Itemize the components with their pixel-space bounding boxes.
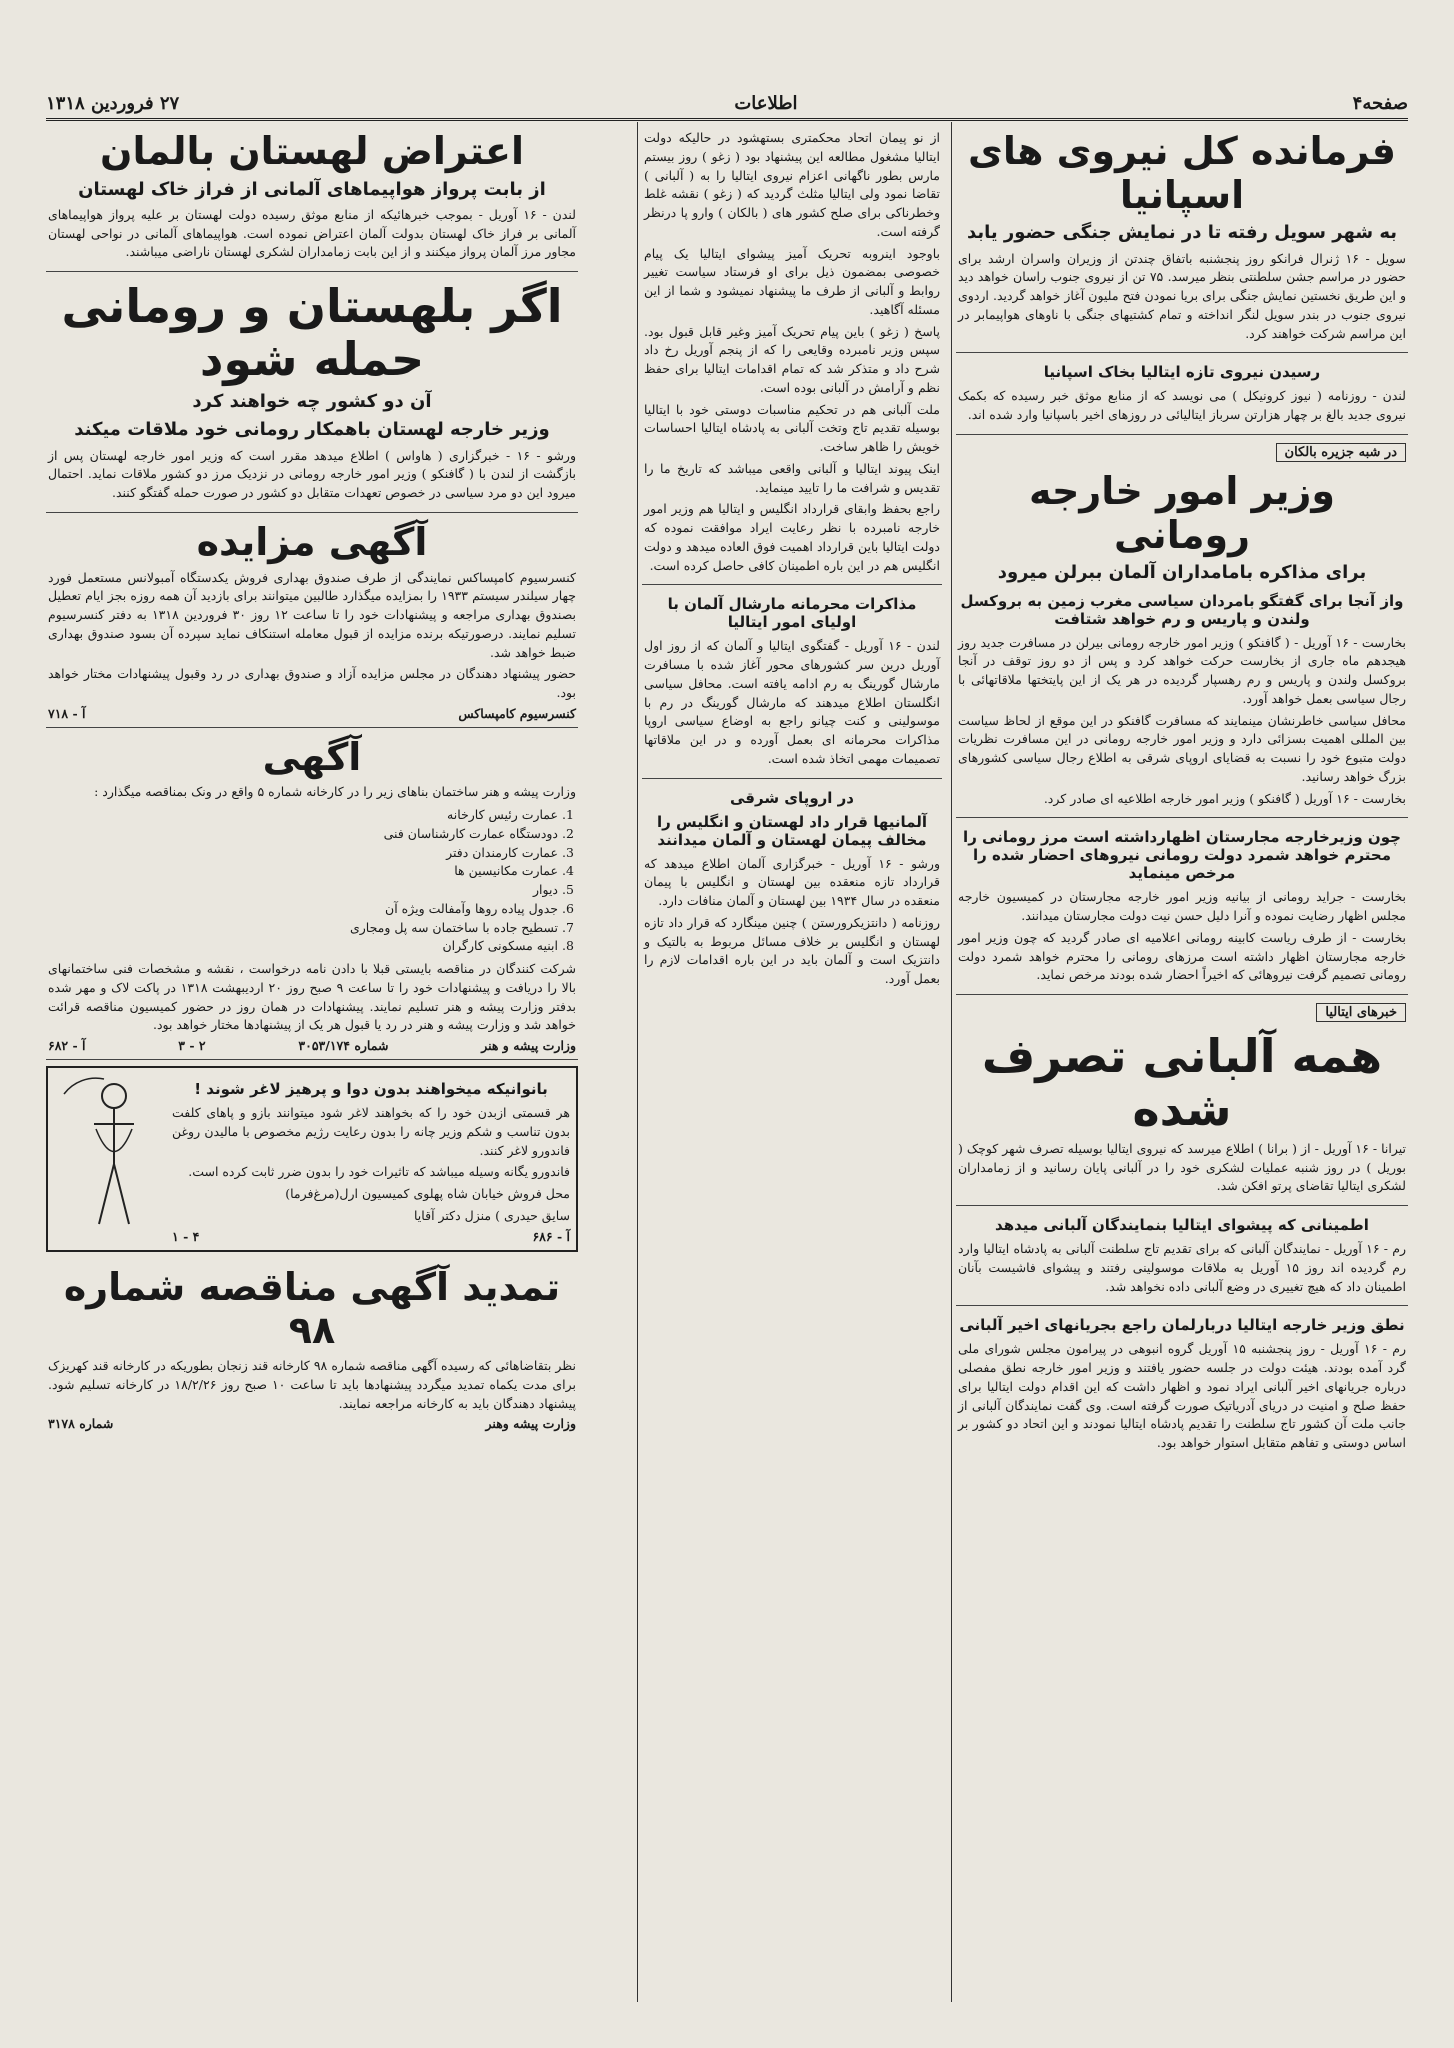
- address-slimming: محل فروش خیابان شاه پهلوی کمیسیون ارل(مرغ‌فرما): [285, 1186, 570, 1202]
- subhead-if-attacked-2: وزیر خارجه لهستان باهمکار رومانی خود ملاقات میکند: [74, 419, 550, 441]
- body-spain-italy: لندن - روزنامه ( نیوز کرونیکل ) می نویسد که از منابع موثق خبر رسیده که بکمک نیروی جدید بالغ بر چهار هزارتن سرباز ایتالیائی در روزهای اخیر باسپانیا وارد شده اند.: [958, 388, 1406, 423]
- article-balkan: [956, 435, 1408, 818]
- article-ciano-speech: [956, 1306, 1408, 1462]
- article-poland-protest: [46, 122, 578, 272]
- intro-notice: وزارت پیشه و هنر ساختمان بناهای زیر را در کارخانه شماره ۵ واقع در ونک بمناقصه میگذارد :: [94, 784, 576, 800]
- headline-romania-hungary: چون وزیرخارجه مجارستان اظهارداشته است مرز رومانی را محترم خواهد شمرد دولت رومانی نیروهای احضار شده را مرخص مینماید: [963, 828, 1401, 883]
- subhead-poland-protest: از بابت پرواز هواپیماهای آلمانی از فراز خاک لهستان: [78, 178, 546, 200]
- body-balkan-2: محافل سیاسی خاطرنشان مینمایند که مسافرت گافنکو در این موقع از لحاظ سیاست بین المللی اهمیت بسزائی دارد و وزیر امور خارجه رومانی در این مسافرت نظریات دولت متبوع خود را نسبت به قضایای اروپای شرقی به اطلاع رجال سیاسی کشورهای بزرگ خواهد رسانید.: [958, 712, 1406, 784]
- headline-poland-protest: اعتراض لهستان بالمان: [100, 129, 524, 173]
- auction-signature: کنسرسیوم کامپساکس: [458, 705, 576, 721]
- tender-98-ref: شماره ۳۱۷۸: [48, 1416, 114, 1432]
- article-spain-italy: [956, 353, 1408, 435]
- body-romania-hungary-1: بخارست - جراید رومانی از بیانیه وزیر امور خارجه مجارستان در کمیسیون خارجه مجلس اظهار رضایت نموده و آنرا دلیل حسن نیت دولت مجارستان میدانند.: [958, 889, 1406, 924]
- body-tender-98: نظر بتقاضاهائی که رسیده آگهی مناقصه شماره ۹۸ کارخانه قند زنجان بطوریکه در کارخانه قند کهریزک برای مدت یکماه تمدید میگردد پیشنهادها باید تا ساعت ۱۰ صبح روز ۱۸/۲/۲۶ در کارخانه تسلیم شود. پیشنهاد دهندگان باید به کارخانه مراجعه نمایند.: [48, 1358, 577, 1411]
- notice-item: 3. عمارت کارمندان دفتر: [48, 844, 558, 863]
- tender-98-signature: وزارت پیشه وهنر: [485, 1416, 576, 1432]
- article-eastern-europe: [642, 779, 942, 998]
- middle-column: [642, 122, 942, 2002]
- notice-item: 1. عمارت رئیس کارخانه: [48, 806, 558, 825]
- right-column: [956, 122, 1408, 2002]
- notice-items: [48, 806, 558, 956]
- body-marshal-talks: لندن - ۱۶ آوریل - گفتگوی ایتالیا و آلمان که از روز اول آوریل درین سر کشورهای محور آغاز شده با مسافرت مارشال گورینگ به رم ادامه یافته است. محافل سیاسی انگلستان اطلاع میدهند که مارشال گورینگ در رم با موسولینی و کنت چیانو راجع به اوضاع سیاسی اروپا مذاکرات محرمانه ای بعمل آورده و در این ملاقاتها تصمیمات مهمی اتخاذ شده است.: [644, 638, 940, 766]
- body-italy-albania-3: پاسخ ( زغو ) باین پیام تحریک آمیز وغیر قابل قبول بود. سپس وزیر نامبرده وقایعی را که از پنجم آوریل رخ داد شرح داد و متذکر شد که تمام اقدامات ایتالیا برای حفظ نظم و آرامش در آلبانی بوده است.: [644, 323, 940, 395]
- left-column: [46, 122, 578, 2002]
- headline-spain-italy: رسیدن نیروی تازه ایتالیا بخاک اسپانیا: [1043, 363, 1321, 382]
- masthead: [46, 88, 1408, 121]
- notice-refs: [48, 1038, 576, 1053]
- footer-auction: حضور پیشنهاد دهندگان در مجلس مزایده آزاد و صندوق بهداری در رد وقبول پیشنهادات مختار خواهد بود.: [48, 666, 576, 701]
- headline-notice: آگهی: [262, 734, 362, 779]
- notice-item: 6. جدول پیاده روها وآمفالت ویژه آن: [48, 900, 558, 919]
- subhead-spain: به شهر سویل رفته تا در نمایش جنگی حضور یابد: [966, 222, 1397, 244]
- headline-albania-occupied: همه آلبانی تصرف شده: [981, 1029, 1383, 1136]
- headline-tender-98: تمدید آگهی مناقصه شماره ۹۸: [63, 1264, 561, 1353]
- article-romania-hungary: [956, 818, 1408, 995]
- subhead-balkan-2: واز آنجا برای گفتگو بامردان سیاسی مغرب زمین به بروکسل ولندن و پاریس و رم خواهد شتافت: [960, 591, 1404, 628]
- notice-ref-1: آ - ۶۸۲: [48, 1038, 86, 1054]
- article-italy-news: [956, 995, 1408, 1206]
- headline-if-attacked: اگر بلهستان و رومانی حمله شود: [61, 279, 563, 387]
- headline-marshal-talks: مذاکرات محرمانه مارشال آلمان با اولیای امور ایتالیا: [667, 595, 917, 632]
- body-eastern-europe-1: ورشو - ۱۶ آوریل - خبرگزاری آلمان اطلاع میدهد که قرارداد تازه منعقده بین لهستان و انگلیس با پیمان منعقده در سال ۱۹۳۴ بین لهستان و آلمان منافات دارد.: [644, 855, 940, 908]
- article-marshal-talks: [642, 585, 942, 778]
- body-italy-albania-2: باوجود اینروبه تحریک آمیز پیشوای ایتالیا یک پیام خصوصی بمضمون ذیل برای او فرستاد سیاست تغییر روابط و آلبانی از طرف ما پیشنهاد نمیشود و شما از این مسئله آگاهید.: [644, 245, 940, 317]
- body-slimming: هر قسمتی ازبدن خود را که بخواهند لاغر شود میتوانند بازو و پاهای کلفت بدون تناسب و شکم وزیر چانه را بدون رعایت رژیم مخصوص با مالیدن روغن فاندورو لاغر کنند.: [172, 1105, 570, 1158]
- body-italy-albania-4: ملت آلبانی هم در تحکیم مناسبات دوستی خود با ایتالیا بوسیله تقدیم تاج وتخت آلبانی به پادشاه ایتالیا احساسات خویش را ظاهر ساخت.: [644, 401, 940, 454]
- ad-auction: [46, 513, 578, 728]
- body-balkan-1: بخارست - ۱۶ آوریل - ( گافنکو ) وزیر امور خارجه رومانی بیرلن در مسافرت جدید روز هیجدهم ماه جاری از بخارست حرکت خواهد کرد و پس از دو روز توقف در آنجا بروکسل ولندن و پاریس و رم رهسپار گردیده در هر یک از این پایتختها ملاقاتهائی با رجال سیاسی بعمل خواهد آورد.: [958, 634, 1407, 706]
- headline-spain: فرمانده کل نیروی های اسپانیا: [968, 129, 1396, 217]
- section-label-italy: خبرهای ایتالیا: [1316, 1003, 1406, 1022]
- notice-ref-2: ۲ - ۳: [178, 1038, 206, 1054]
- page-label: صفحه۴: [1352, 92, 1408, 114]
- slimming-ref: آ - ۶۸۶: [532, 1228, 570, 1244]
- body-spain: سویل - ۱۶ ژنرال فرانکو روز پنجشنبه باتفاق چندتن از وزیران واسران ارشد برای حضور در مراسم جشن سلطنتی بنظر میرسد. ۷۵ تن از نیروی جنوب راسان خواهد دید و این طریق نخستین نمایش جنگی برای بریا نمودن فتح مليون آغاز خواهد گردید. اردوی نیروی جنوب در بندر سویل لنگر انداخته و تمام کشتیهای جنگی با ناوهای هواپیمابر در این مراسم شرکت خواهند کرد.: [958, 250, 1406, 341]
- body-italy-albania-1: از نو پیمان اتحاد محکمتری بستهشود در حالیکه دولت ایتالیا مشغول مطالعه این پیشنهاد بود ( زغو ) روز بیستم مارس بطور ناگهانی اعزام نیروی ایتالیا را به ( آلبانی ) تقاضا نمود ولی ایتالیا مثلث گردید که ( زغو ) نقشه غلط وخطرناکی برای صلح کشور های ( بالکان ) وارو پا درنظر گرفته است.: [644, 130, 940, 239]
- notice-ref-3: شماره ۳۰۵۳/۱۷۴: [298, 1038, 389, 1054]
- headline-eastern-europe: آلمانیها قرار داد لهستان و انگلیس را مخالف پیمان لهستان و آلمان میدانند: [657, 812, 927, 849]
- slimming-refs: [172, 1229, 570, 1244]
- body-romania-hungary-2: بخارست - از طرف ریاست کابینه رومانی اعلامیه ای صادر گردید که چون وزیر امور خارجه مجارستان اظهار داشته است مرزهای رومانی را محترم خواهد شمرد دولت رومانی تصمیم گرفت نیروهائی که اخیراً احضار شده بودند مرخص نماید.: [958, 929, 1406, 983]
- notice-item: 7. تسطیح جاده با ساختمان سه پل ومجاری: [48, 919, 558, 938]
- address-slimming-2: سایق حیدری ) منزل دکتر آقایا: [414, 1207, 570, 1223]
- subhead-if-attacked-1: آن دو کشور چه خواهند کرد: [192, 391, 432, 413]
- article-albanian-leader: [956, 1206, 1408, 1306]
- ad-notice: [46, 728, 578, 1060]
- article-if-attacked: [46, 272, 578, 513]
- body-eastern-europe-2: روزنامه ( دانتزیکرورستن ) چنین مینگارد که قرار داد تازه لهستان و انگلیس بر خلاف مسائل مربوط به بالتیک و دانتزیک است و آلمان باید در این باره اقدامات لازم را بعمل آورد.: [644, 914, 940, 986]
- tender-98-signature-row: [48, 1416, 576, 1431]
- auction-ref: آ - ۷۱۸: [48, 705, 86, 721]
- body-italy-albania-5: اینک پیوند ایتالیا و آلبانی واقعی میباشد که تاریخ ما را تقدیس و شرافت ما را تایید مینماید.: [644, 460, 940, 495]
- slimming-ref-2: ۴ - ۱: [172, 1228, 200, 1244]
- headline-auction: آگهی مزایده: [196, 519, 428, 564]
- subhead-balkan-1: برای مذاکره بامامداران آلمان ببرلن میرود: [997, 562, 1367, 584]
- body-auction: کنسرسیوم کامپساکس نمایندگی از طرف صندوق بهداری فروش یکدستگاه آمبولانس مستعمل فورد چهار سیلندر سیستم ۱۹۳۳ را بمزایده میگذارد طالبین میتوانند برای بازدید آن همه روزه بجز ایام تعطیل بصندوق بهداری مراجعه و پیشنهادات خود را تا ساعت ۱۲ روز ۳۰ فروردین ۱۳۱۸ به دفتر کنسرسیوم تسلیم نمایند. درصورتیکه برنده مزایده از قبول معامله استنکاف نماید سپرده آن بسود صندوق بهداری ضبط خواهد شد.: [48, 569, 577, 660]
- ad-tender-98: [46, 1258, 578, 1438]
- body-albanian-leader: رم - ۱۶ آوریل - نمایندگان آلبانی که برای تقدیم تاج سلطنت آلبانی به پادشاه ایتالیا وارد رم گردیده اند روز ۱۵ آوریل به ملاقات موسولینی رفتند و پیشوای فاشیست بآنان اطمینان داد که هیچ تغییری در وضع آلبانی داده نخواهد شد.: [958, 1241, 1406, 1294]
- column-rule-right: [951, 122, 952, 2002]
- column-rule-left: [637, 122, 638, 2002]
- body-albania-occupied: تیرانا - ۱۶ آوریل - از ( برانا ) اطلاع میرسد که نیروی ایتالیا بوسیله تصرف شهر کوچک ( بوریل ) در روز شنبه عملیات لشکری خود را در آلبانی پایان رسانید و از زمامداران لشکری ایتالیا تقاضای پرتو افکن شد.: [958, 1140, 1406, 1194]
- headline-albanian-leader: اطمینانی که پیشوای ایتالیا بنمایندگان آلبانی میدهد: [995, 1216, 1369, 1235]
- notice-item: 2. دودستگاه عمارت کارشناسان فنی: [48, 825, 558, 844]
- notice-item: 5. دیوار: [48, 881, 558, 900]
- woman-figure-illustration: [54, 1074, 164, 1234]
- notice-item: 4. عمارت مکانیسین ها: [48, 862, 558, 881]
- paper-name: اطلاعات: [734, 92, 798, 114]
- body-slimming-2: فاندورو یگانه وسیله میباشد که تاثیرات خود را بدون ضرر ثابت کرده است.: [188, 1164, 570, 1180]
- body-poland-protest: لندن - ۱۶ آوریل - بموجب خبرهائیکه از منابع موثق رسیده دولت لهستان بر علیه پرواز هواپیماهای آلمانی بر فراز خاک لهستان بدولت آلمان اعتراض نموده است. هواپیماهای آلمانی در نواحی لهستان مجاور مرز آلمان پرواز میکنند و از این بابت زمامداران لشکری لهستان ناراضی میباشند.: [48, 206, 576, 260]
- section-label-balkan: در شبه جزیره بالکان: [1276, 443, 1406, 462]
- article-italy-albania: [642, 122, 942, 585]
- body-notice: شرکت کنندگان در مناقصه بایستی قبلا با دادن نامه درخواست ، نقشه و مشخصات فنی ساختمانهای بالا را دریافت و پیشنهادات خود را تا ساعت ۹ صبح روز ۲۰ اردیبهشت ۱۳۱۸ در پاکت لاک و مهر شده بدفتر وزارت پیشه و هنر تسلیم نمایند. پیشنهادات در همان روز در حضور کمیسیون مناقصه قرائت خواهد شد و وزارت پیشه و هنر در رد یا قبول هر یک از پیشنهادها مختار خواهد بود.: [48, 961, 577, 1033]
- section-label-eastern-europe: در اروپای شرقی: [730, 788, 854, 807]
- headline-slimming: بانوانیکه میخواهند بدون دوا و پرهیز لاغر شوند !: [194, 1080, 548, 1099]
- notice-signature: وزارت پیشه و هنر: [481, 1038, 576, 1054]
- headline-ciano-speech: نطق وزیر خارجه ایتالیا دربارلمان راجع بجریانهای اخیر آلبانی: [959, 1316, 1405, 1335]
- article-spain: [956, 122, 1408, 353]
- body-italy-albania-6: راجع بحفظ وابقای قرارداد انگلیس و ایتالیا هم وزیر امور خارجه نامبرده با نظر رعایت ایراد موافقت نموده که دولت ایتالیا باین قرارداد اهمیت فوق العاده میدهد و دولت انگلیس هم در این باره اطمینان کافی حاصل کرده است.: [644, 501, 940, 573]
- issue-date: ۲۷ فروردین ۱۳۱۸: [46, 92, 180, 114]
- notice-item: 8. ابنیه مسکونی کارگران: [48, 937, 558, 956]
- ad-slimming: [46, 1066, 578, 1252]
- body-balkan-3: بخارست - ۱۶ آوریل ( گافنکو ) وزیر امور خارجه اطلاعیه ای صادر کرد.: [1043, 790, 1406, 806]
- headline-balkan: وزیر امور خارجه رومانی: [1028, 468, 1336, 557]
- body-ciano-speech: رم - ۱۶ آوریل - روز پنجشنبه ۱۵ آوریل گروه انبوهی در پیرامون مجلس شورای ملی گرد آمده بودند. هیئت دولت در جلسه حضور یافتند و وزیر امور خارجه نطق مفصلی درباره جریانهای اخیر آلبانی ایراد نمود و اظهار داشت که این اقدام دولت ایتالیا برای حفظ صلح و امنیت در دریای آدریاتیک صورت گرفته است. وی گفت نمایندگان آلبانی از جانب ملت آن کشور تاج سلطنت را تقدیم پادشاه ایتالیا نمودند و این اتحاد دو کشور بر اساس دوستی و تفاهم متقابل استوار خواهد بود.: [958, 1341, 1406, 1451]
- body-if-attacked: ورشو - ۱۶ - خبرگزاری ( هاواس ) اطلاع میدهد مقرر است که وزیر امور خارجه لهستان پس از بازگشت از لندن با ( گافنکو ) وزیر امور خارجه رومانی در نزدیک مرز دو کشور ملاقات نماید. احتمال میرود این دو مرد سیاسی در خصوص تعهدات متقابل دو کشور در صورت حمله گفتگو کنند.: [48, 447, 576, 501]
- auction-signature-row: [48, 706, 576, 721]
